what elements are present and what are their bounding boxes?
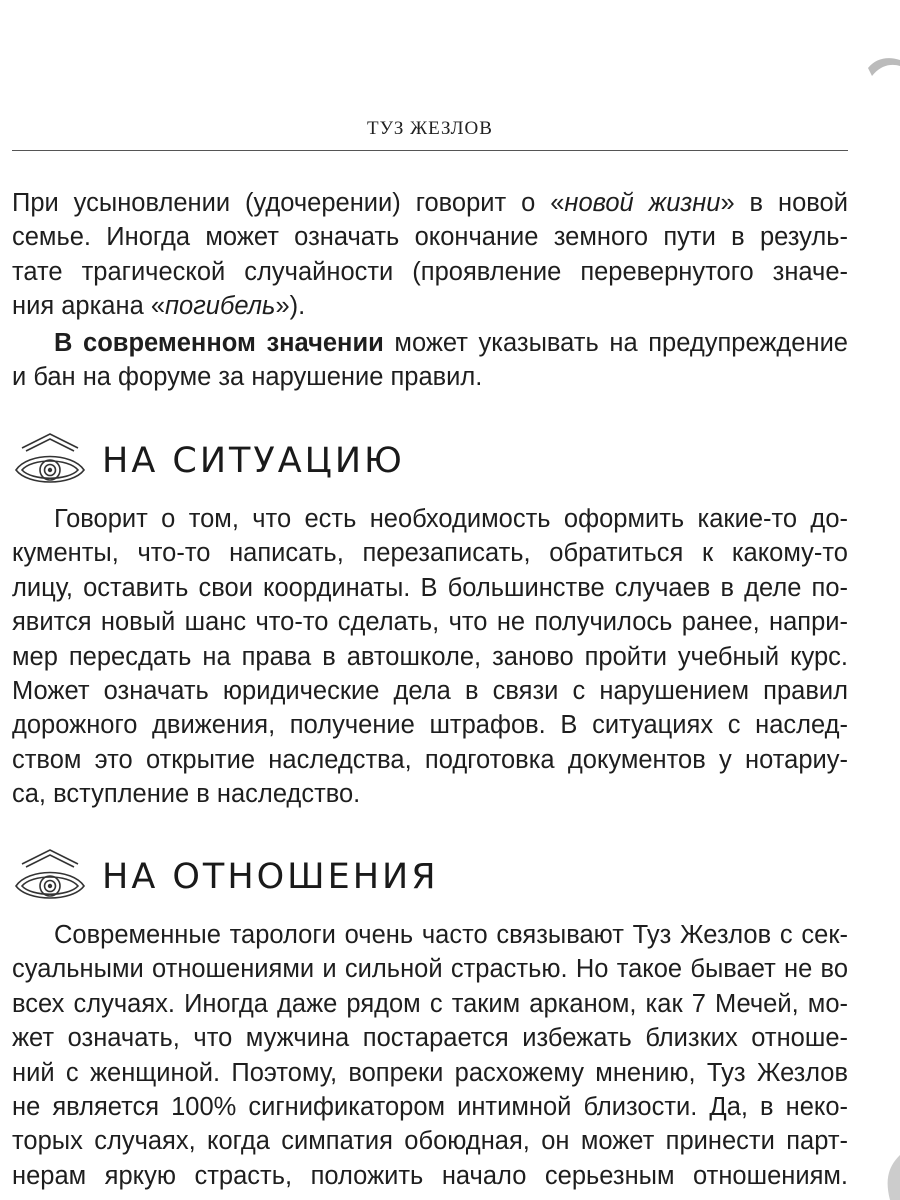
intro-line-2: семье. Иногда может означать окончание земного пути в резуль- [12, 223, 848, 252]
relationships-line: всех случаях. Иногда даже рядом с таким арканом, как 7 Мечей, мо- [12, 989, 848, 1018]
situation-line: мер пересдать на права в автошколе, заново пройти учебный курс. [12, 642, 848, 671]
situation-line: Говорит о том, что есть необходимость оформить какие-то до- [54, 505, 848, 533]
header-rule [12, 150, 848, 151]
relationships-line: не является 100% сигнификатором интимной близости. Да, в неко- [12, 1093, 848, 1122]
section-heading-situation [10, 430, 405, 492]
situation-line: Может означать юридические дела в связи с нарушением правил [12, 677, 848, 706]
situation-line: явится новый шанс что-то сделать, что не получилось ранее, напри- [12, 608, 848, 637]
relationships-line: ний с женщиной. Поэтому, вопреки расхожему мнению, Туз Жезлов [12, 1058, 848, 1087]
modern-line-2: и бан на форуме за нарушение правил. [12, 363, 483, 392]
intro-paragraph [12, 186, 848, 324]
situation-line: лицу, оставить свои координаты. В большинстве случаев в деле по- [12, 573, 848, 602]
relationships-line: торых случаях, когда симпатия обоюдная, он может принести парт- [12, 1127, 848, 1156]
section-title: НА СИТУАЦИЮ [102, 441, 405, 481]
page-edge-mark-bottom [876, 1155, 900, 1200]
relationships-line: нерам яркую страсть, положить начало серьезным отношениям. [12, 1161, 848, 1190]
relationships-line: жет означать, что мужчина постарается избежать близких отноше- [12, 1024, 848, 1053]
running-header: ТУЗ ЖЕЗЛОВ [367, 118, 493, 139]
situation-line: дорожного движения, получение штрафов. В ситуациях с наслед- [12, 711, 848, 740]
modern-line-1: В современном значении может указывать на предупреждение [54, 329, 848, 357]
page-edge-mark [866, 54, 900, 80]
relationships-line: Современные тарологи очень часто связывают Туз Жезлов с сек- [54, 921, 848, 949]
intro-line-1: При усыновлении (удочерении) говорит о «новой жизни» в новой [12, 189, 848, 217]
situation-line: ством это открытие наследства, подготовка документов у нотариу- [12, 745, 848, 774]
section-title: НА ОТНОШЕНИЯ [102, 857, 439, 897]
intro-line-3: тате трагической случайности (проявление перевернутого значе- [12, 257, 848, 286]
situation-paragraph [12, 502, 848, 812]
relationships-paragraph [12, 918, 848, 1193]
modern-meaning-paragraph [12, 326, 848, 395]
situation-line: кументы, что-то написать, перезаписать, обратиться к какому-то [12, 539, 848, 568]
eye-icon [10, 430, 90, 492]
intro-line-4: ния аркана «погибель»). [12, 292, 306, 321]
section-heading-relationships [10, 846, 439, 908]
situation-line: са, вступление в наследство. [12, 780, 361, 809]
relationships-line: суальными отношениями и сильной страстью. Но такое бывает не во [12, 955, 848, 984]
eye-icon [10, 846, 90, 908]
